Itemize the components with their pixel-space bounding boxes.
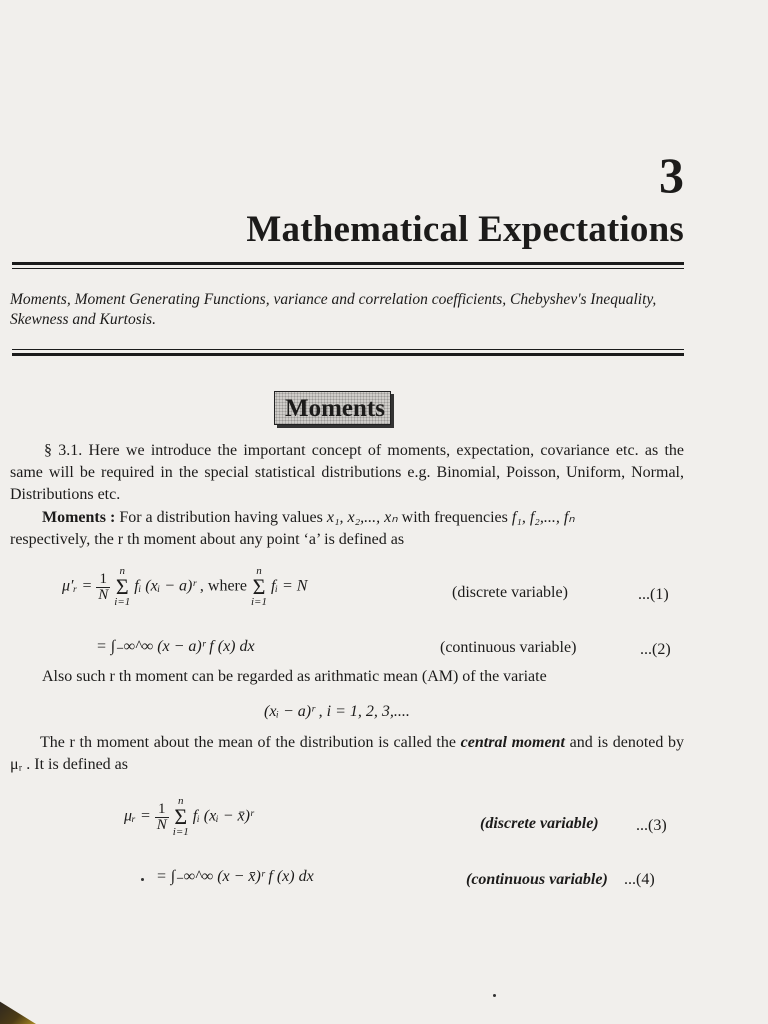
top-double-rule — [12, 262, 684, 269]
moments-definition-paragraph — [10, 507, 684, 551]
equation-1 — [62, 566, 307, 608]
chapter-number: 3 — [659, 147, 684, 203]
central-text-1: The r th moment about the mean of the distribution is called the — [40, 734, 456, 751]
eq1-label: ...(1) — [638, 586, 669, 603]
central-term: central moment — [460, 734, 565, 751]
eq3-frac-num: 1 — [155, 802, 169, 818]
eq1-where-summation — [251, 566, 267, 608]
eq1-where: , where — [199, 577, 247, 595]
sigma-symbol: Σ — [115, 574, 129, 599]
moments-text-2: with frequencies — [401, 509, 508, 526]
eq1-frac-num: 1 — [96, 572, 110, 588]
moments-freqs: f₁, f₂,..., fₙ — [511, 509, 575, 526]
bottom-double-rule — [12, 346, 684, 356]
equation-3 — [124, 796, 253, 838]
sigma-symbol: Σ — [174, 804, 188, 829]
eq1-summation — [114, 566, 130, 608]
moments-text-1: For a distribution having values — [119, 509, 323, 526]
eq1-fraction — [96, 572, 110, 603]
eq1-lhs: μ′ᵣ = — [62, 577, 93, 595]
chapter-title: Mathematical Expectations — [246, 209, 684, 250]
moments-definition-line — [10, 507, 684, 529]
intro-text: § 3.1. Here we introduce the important concept of moments, expectation, covariance etc. as the same will be required in the special statistical distributions e.g. Binomial, Poisson, Uniform, Normal, Distributions etc. — [10, 442, 684, 503]
eq3-lhs: μᵣ = — [124, 807, 151, 825]
eq1-where-body: fᵢ = N — [270, 577, 308, 595]
central-text-2: and is denoted by μᵣ . It is defined as — [10, 734, 685, 773]
central-moment-line — [10, 732, 684, 776]
eq1-sum-bottom: i=1 — [114, 596, 131, 608]
stray-dot — [493, 994, 496, 997]
sigma-symbol: Σ — [252, 574, 266, 599]
page-corner-shadow — [0, 996, 36, 1024]
section-heading: Moments — [274, 391, 391, 425]
eq4-kind: (continuous variable) — [466, 871, 608, 888]
eq3-summation — [173, 796, 189, 838]
moments-values: x₁, x₂,..., xₙ — [326, 509, 398, 526]
eq3-sum-bottom: i=1 — [172, 826, 189, 838]
eq3-sum-top: n — [178, 795, 184, 807]
eq3-body: fᵢ (xᵢ − x̄)ʳ — [192, 807, 254, 825]
intro-paragraph — [10, 440, 684, 506]
eq1-sum-top: n — [119, 565, 126, 577]
eq3-kind: (discrete variable) — [480, 815, 599, 832]
eq4-label: ...(4) — [624, 871, 655, 888]
moments-text-3: respectively, the r th moment about any point ‘a’ is defined as — [10, 531, 405, 548]
also-text: Also such r th moment can be regarded as arithmatic mean (AM) of the variate — [42, 668, 547, 685]
eq4-body: = ∫₋∞^∞ (x − x̄)ʳ f (x) dx — [156, 868, 314, 885]
moments-label: Moments : — [42, 509, 116, 526]
eq1-frac-den: N — [98, 586, 109, 603]
eq3-label: ...(3) — [636, 817, 667, 834]
eq2-kind: (continuous variable) — [440, 639, 577, 656]
stray-dot — [141, 878, 144, 881]
eq1-kind: (discrete variable) — [452, 584, 568, 601]
eq1-where-sum-top: n — [256, 565, 262, 577]
chapter-topics: Moments, Moment Generating Functions, variance and correlation coefficients, Chebyshev's Inequality, Skewness and Kurtosis. — [10, 291, 657, 328]
variate-expression: (xᵢ − a)ʳ , i = 1, 2, 3,.... — [264, 703, 410, 720]
eq2-label: ...(2) — [640, 641, 671, 658]
eq3-frac-den: N — [156, 816, 167, 833]
central-moment-paragraph — [10, 732, 684, 776]
eq3-fraction — [155, 802, 169, 833]
eq2-body: = ∫₋∞^∞ (x − a)ʳ f (x) dx — [96, 638, 255, 655]
eq1-where-sum-bottom: i=1 — [250, 596, 267, 608]
eq1-body: fᵢ (xᵢ − a)ʳ — [134, 577, 196, 595]
